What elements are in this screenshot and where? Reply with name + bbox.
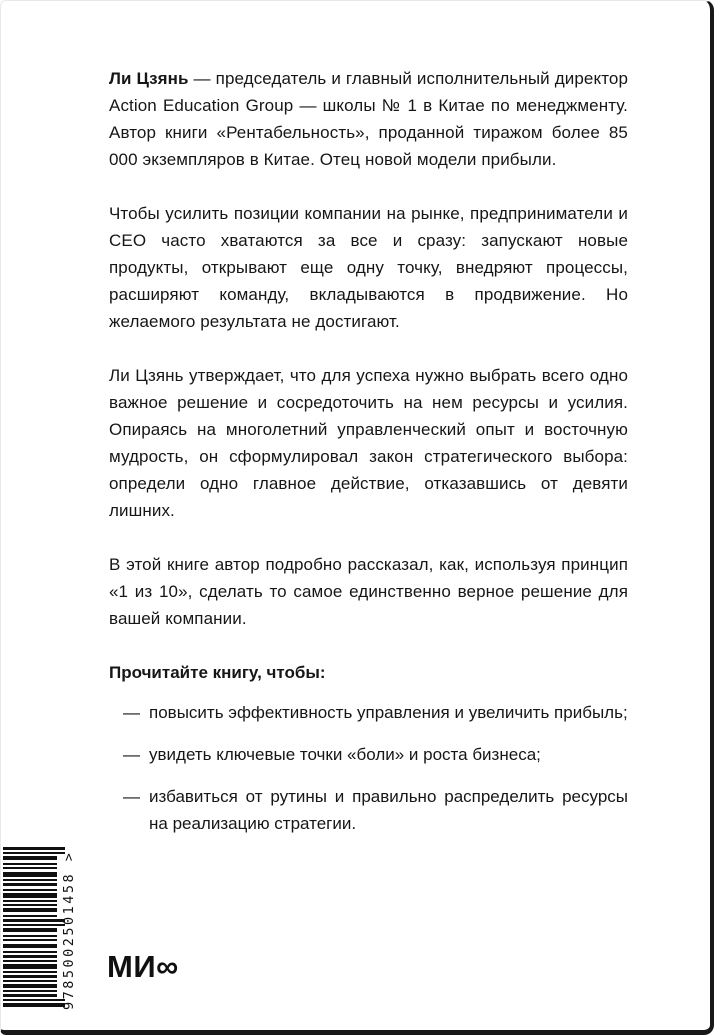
list-item [123,783,628,837]
bullet-dash: — [123,703,140,722]
cover-text-block [1,1,710,837]
bullet-text: повысить эффективность управления и увеличить прибыль; [149,703,628,722]
list-item [123,699,628,726]
list-heading: Прочитайте книгу, чтобы: [109,663,326,682]
bullet-dash: — [123,745,140,764]
list-item [123,741,628,768]
barcode-marker: > [61,850,77,862]
body-paragraph: Ли Цзянь утверждает, что для успеха нужно выбрать всего одно важное решение и сосредоточить на нем ресурсы и усилия. Опираясь на многолетний управленческий опыт и восточную мудрость, он сформулировал закон стратегического выбора: определи одно главное действие, отказавшись от девяти лишних. [109,366,628,520]
body-paragraph: В этой книге автор подробно рассказал, как, используя принцип «1 из 10», сделать то самое единственно верное решение для вашей компании. [109,555,628,628]
isbn-digits: 9785002501458 [61,871,77,1010]
isbn-barcode [3,847,93,1017]
bullet-dash: — [123,787,140,806]
author-bio-text: — председатель и главный исполнительный директор Action Education Group — школы № 1 в Китае по менеджменту. Автор книги «Рентабельность», проданной тиражом более 85 000 экземпляров в Китае. Отец новой модели прибыли. [109,69,628,169]
publisher-logo-mif: МИ∞ [107,949,179,984]
barcode-number [61,845,77,1010]
bullet-text: избавиться от рутины и правильно распределить ресурсы на реализацию стратегии. [149,787,628,833]
author-bio-paragraph [109,65,628,173]
author-name: Ли Цзянь [109,69,189,88]
body-paragraph: Чтобы усилить позиции компании на рынке, предприниматели и CEO часто хватаются за все и сразу: запускают новые продукты, открывают еще одну точку, внедряют процессы, расширяют команду, вкладываются в продвижение. Но желаемого результата не достигают. [109,204,628,331]
bullet-text: увидеть ключевые точки «боли» и роста бизнеса; [149,745,541,764]
